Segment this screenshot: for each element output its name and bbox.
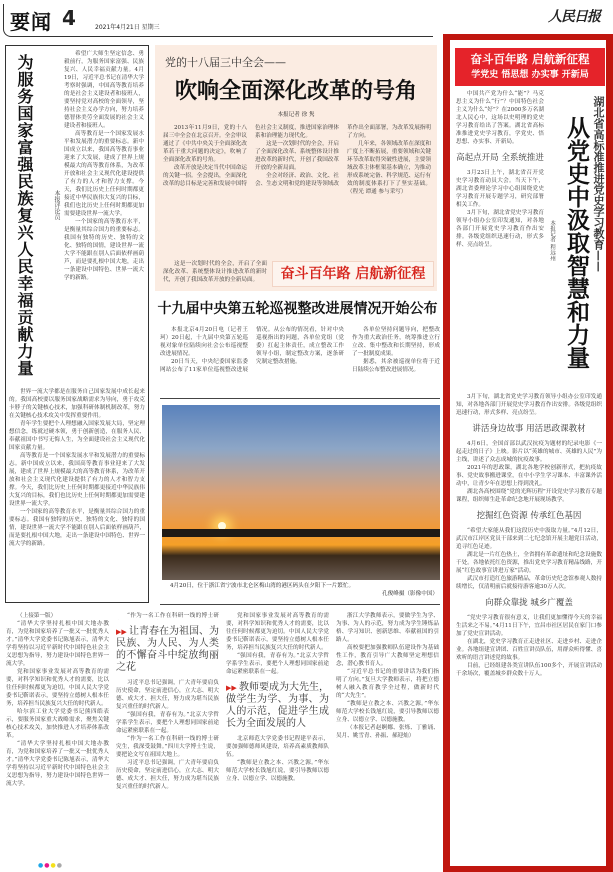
- paragraph: “清华大学坚持扎根中国大地办教育，为党和国家培养了一批又一批优秀人才。”清华大学党委书记陈旭表示，清华大学将坚持以习近平新时代中国特色社会主义思想为指导，努力建设中国特色世界一流大学。: [6, 621, 109, 667]
- paragraph: “作为一名工作在科研一线的博士研究生，我深受鼓舞。”四川大学博士生说，要把论文写在祖国大地上。: [116, 736, 219, 758]
- hubei-campaign-banner: [455, 48, 605, 86]
- paragraph: 一个国家的高等教育水平，是衡量其综合国力的重要标志。我国有独特的历史、独特的文化、独特的国情，建设世界一流大学不能跟在别人后面依样画葫芦，而是要扎根中国大地，走出一条建设中国特色、世界一流大学的新路。: [64, 219, 144, 281]
- reform-byline: 本报记者 徐 隽: [277, 112, 315, 118]
- campaign-banner: 奋斗百年路 启航新征程: [272, 261, 434, 287]
- color-registration-marks: ●●●●: [38, 862, 63, 869]
- newspaper-logo: 人民日报: [548, 9, 600, 25]
- paragraph: 2013年11月9日，党的十八届三中全会在北京召开。全会审议通过了《中共中央关于全面深化改革若干重大问题的决定》，吹响了全面深化改革的号角。: [163, 125, 247, 163]
- sunset-port-photo: [162, 405, 440, 580]
- paragraph: 3月23日上午，湖北省召开党史学习教育动员大会。当天下午，湖北省委理论学习中心组围绕党史学习教育开展专题学习，研究部署相关工作。: [456, 170, 544, 208]
- education-col-3: [226, 612, 329, 867]
- subheading: 挖掘红色资源 传承红色基因: [476, 511, 582, 521]
- paragraph: 党和国家事业发展对高等教育的需要，对科学知识和优秀人才的需要，比以往任何时候都更为迫切。中国人民大学党委书记靳诺表示，要坚持立德树人根本任务，培养担当民族复兴大任的时代新人。: [6, 669, 109, 707]
- paragraph: 3月下旬，湖北省党史学习教育领导小组办公室印发通知，对各地各部门开展党史学习教育作出安排。各级党组织迅速行动，形式多样、亮点纷呈。: [456, 210, 544, 248]
- photo-credit: 孔俊峰摄（影像中国）: [382, 591, 438, 597]
- paragraph: “强国有我，青春有为。”北京大学哲学系学生表示，要把个人理想同国家前途命运紧密联系在一起。: [226, 653, 329, 675]
- paragraph: 这是一次划时代的全会，开启了全面深化改革、系统整体设计推进改革的新时代，开创了我国改革开放的全新局面。: [163, 261, 267, 283]
- paragraph: 世界一流大学都是在服务自己国家发展中成长起来的。我国高校要以服务国家战略需求为导向，勇于攻克卡脖子的关键核心技术，加强科研体制机制改革，努力在关键核心技术攻关中发挥重要作用。: [9, 389, 145, 419]
- paragraph: 在湖北，党史学习教育正走进社区、走进乡村、走进企业。各地组建宣讲团、百姓宣讲员队伍，用群众听得懂、喜欢听的语言讲述党的故事。: [456, 639, 602, 661]
- paragraph: 一个国家的高等教育水平，是衡量其综合国力的重要标志。我国有独特的历史、独特的文化、独特的国情，建设世界一流大学不能跟在别人后面依样画葫芦，而是要扎根中国大地，走出一条建设中国特色、世界一流大学的新路。: [9, 509, 145, 547]
- paragraph: 这是一次划时代的全会，开启了全面深化改革、系统整体设计推进改革的新时代，开创了我国改革开放的全新局面。: [255, 141, 339, 171]
- paragraph: “教师是立教之本、兴教之源。”华东师范大学校长钱旭红说，要引导教师以德立身、以德立学、以德施教。: [336, 701, 439, 723]
- hubei-body-top: [456, 90, 544, 390]
- commentary-title: 为服务国家富强民族复兴人民幸福贡献力量: [15, 54, 34, 377]
- reform-title: 吹响全面深化改革的号角: [174, 79, 417, 104]
- paragraph: 党和国家事业发展对高等教育的需要，对科学知识和优秀人才的需要，比以往任何时候都更为迫切。中国人民大学党委书记靳诺表示，要坚持立德树人根本任务，培养担当民族复兴大任的时代新人。: [226, 613, 329, 651]
- paragraph: 2021年的思政课，湖北各地学校创新形式，把抗疫故事、党史故事搬进课堂，在中小学生学习课本、丰富课外活动中，让青少年在思想上得到洗礼。: [456, 465, 602, 487]
- paragraph: “习近平总书记的重要讲话为我们指明了方向。”复旦大学教师表示，将把立德树人融入教育教学全过程，做新时代的“大先生”。: [336, 669, 439, 699]
- hubei-byline: 本报记者 程远州: [549, 220, 555, 261]
- paragraph: 高等教育是一个国家发展水平和发展潜力的重要标志。新中国成立以来，我国高等教育事业迎来了大发展，建成了世界上规模最大的高等教育体系，为改革开放和社会主义现代化建设提供了有力的人才和智力支撑。今天，我们比历史上任何时期都更接近中华民族伟大复兴的目标，我们也比历史上任何时期都更加需要建设世界一流大学。: [64, 131, 144, 217]
- paragraph: 习近平总书记强调，广大青年要肩负历史使命，坚定前进信心，立大志、明大德、成大才、担大任，努力成为堪当民族复兴重任的时代新人。: [116, 680, 219, 710]
- subheading-youth: [116, 626, 219, 674]
- paragraph: “希望大家能从我们这段历史中汲取力量。”4月12日，武汉市江岸区党员干部来到二七纪念馆开展主题党日活动，追寻红色足迹。: [456, 528, 602, 550]
- paragraph: 中国共产党为什么“能”？马克思主义为什么“行”？中国特色社会主义为什么“好”？在2000多万名湖北人民心中，这场以史明理的党史学习教育给出了答案。湖北省高标准推进党史学习教育，学党史、悟思想、办实事、开新局。: [456, 91, 544, 145]
- paragraph: 湖北各高校围绕“党的光辉历程”开设党史学习教育专题课程，组织师生赴革命纪念地开展现场教学。: [456, 489, 602, 503]
- reform-kicker: 党的十八届三中全会——: [165, 56, 286, 69]
- education-col-4: [336, 612, 439, 867]
- inspection-headline[interactable]: 十九届中央第五轮巡视整改进展情况开始公布: [157, 301, 438, 317]
- banner-line-1: 奋斗百年路 启航新征程: [470, 52, 590, 66]
- paragraph: “清华大学坚持扎根中国大地办教育，为党和国家培养了一批又一批优秀人才。”清华大学党委书记陈旭表示，清华大学将坚持以习近平新时代中国特色社会主义思想为指导，努力建设中国特色世界一流大学。: [6, 741, 109, 787]
- paragraph: 改革开放是决定当代中国命运的关键一招。全会提出，全面深化改革的总目标是完善和发展中国特色社会主义制度，推进国家治理体系和治理能力现代化。: [163, 125, 339, 187]
- reform-body-tail: [163, 260, 267, 288]
- photo-caption: [170, 582, 438, 598]
- paragraph: “强国有我，青春有为。”北京大学哲学系学生表示，要把个人理想同国家前途命运紧密联系在一起。: [116, 712, 219, 734]
- subheading: 讲活身边故事 用活思政课教材: [472, 424, 586, 434]
- paragraph: 哈尔滨工业大学党委书记熊四皓表示，要服务国家重大战略需求，聚焦关键核心技术攻关，加快推进人才培养体系改革。: [6, 709, 109, 739]
- paragraph: 青年学生要把个人理想融入国家发展大局，坚定理想信念，练就过硬本领，勇于创新创造，在服务人民、奉献祖国中书写无悔人生，为全面建设社会主义现代化国家贡献力量。: [9, 421, 145, 451]
- arrow-marker-icon: ▶▶: [226, 684, 239, 692]
- paragraph: 4月6日，全国首部以武汉抗疫为题材的纪录电影《一起走过的日子》上映。影片以“英雄的城市、英雄的人民”为主线，讲述了众志成城的抗疫故事。: [456, 441, 602, 463]
- education-col-1: [6, 612, 109, 867]
- issue-date: 2021年4月21日 星期三: [95, 24, 160, 31]
- continued-label: （上接第一版）: [17, 613, 57, 619]
- paragraph: 据悉，其余被巡视单位将于近日陆续公布整改进展情况。: [352, 359, 440, 373]
- divider: [160, 604, 440, 605]
- paragraph: “作为一名工作在科研一线的博士研: [127, 613, 219, 619]
- paragraph: “教师是立教之本、兴教之源。”华东师范大学校长钱旭红说，要引导教师以德立身、以德立学、以德施教。: [226, 760, 329, 782]
- paragraph: 几年来，各领域改革在深度和广度上不断拓展，重要领域和关键环节改革取得突破性进展，主要领域改革主体框架基本确立，为推动形成系统完备、科学规范、运行有效的制度体系打下了坚实基础。（程光 谭通 参与采写）: [347, 141, 431, 195]
- paragraph: 全会对经济、政治、文化、社会、生态文明和党的建设等领域改革作出全面部署，为改革发展指明了方向。: [255, 125, 431, 187]
- paragraph: 武汉市打造红色旅游精品，革命历史纪念馆参观人数持续增长，仅清明前后就接待游客逾30万人次。: [456, 576, 602, 590]
- hubei-subtitle: 湖北省高标准推进党史学习教育——: [592, 96, 605, 272]
- commentary-body-top: [64, 50, 144, 384]
- subheading: 向群众靠拢 城乡广覆盖: [485, 598, 573, 608]
- hubei-title: 从党史中汲取智慧和力量: [563, 116, 589, 369]
- inspection-body: [160, 326, 440, 394]
- caption-text: 4月20日，位于浙江省宁波市北仑区梅山湾的港区码头在夕阳下一片繁忙。: [170, 583, 355, 589]
- paragraph: 湖北是一片红色热土，全省拥有革命遗址和纪念设施数千处。各地依托红色资源，推出党史学习教育精品线路，开展“红色故事宣讲进万家”活动。: [456, 552, 602, 574]
- banner-line-2: 学党史 悟思想 办实事 开新局: [471, 70, 589, 80]
- paragraph: 各单位坚持问题导向，把整改作为重大政治任务，统筹推进立行立改、集中整改和长期坚持，形成了一批制度成果。: [352, 327, 440, 357]
- commentary-author: 本报评论员: [53, 190, 60, 220]
- paragraph: 希望广大师生坚定信念、勇毅前行，为服务国家富强、民族复兴、人民幸福贡献力量。4月19日，习近平总书记在清华大学考察时强调，中国高等教育培养的是社会主义建设者和接班人，要坚持党对高校的全面领导，坚持社会主义办学方向，努力培养德智体美劳全面发展的社会主义建设者和接班人。: [64, 51, 144, 129]
- education-col-2: [116, 612, 219, 867]
- subheading: 高起点开局 全系统推进: [456, 153, 544, 163]
- subheading-text: 教师要成为大先生，做学生为学、为事、为人的示范，促进学生成长为全面发展的人: [226, 682, 329, 729]
- section-name: 要闻: [10, 10, 52, 34]
- pier-silhouette: [162, 529, 440, 537]
- paragraph: 20日当天，中央纪委国家监委网站公布了11家单位巡视整改进展情况。从公布的情况看，针对中央巡视指出的问题，各单位党组（党委）扛起主体责任，成立整改工作领导小组，制定整改方案，逐条研究制定整改措施。: [160, 327, 344, 373]
- paragraph: 习近平总书记强调，广大青年要肩负历史使命，坚定前进信心，立大志、明大德、成大才、担大任，努力成为堪当民族复兴重任的时代新人。: [116, 760, 219, 790]
- paragraph: “党史学习教育很有意义，让我们更加懂得今天的幸福生活来之不易。”4月11日下午，宜昌市社区居民在家门口参加了党史宣讲活动。: [456, 615, 602, 637]
- arrow-marker-icon: ▶▶: [116, 628, 129, 636]
- paragraph: 北京师范大学党委书记程建平表示，要加强师德师风建设，培养高素质教师队伍。: [226, 736, 329, 758]
- page-number: 4: [62, 6, 76, 30]
- subheading-teachers: [226, 682, 329, 730]
- paragraph: 浙江大学教师表示，要做学生为学、为事、为人的示范，努力成为学生锤炼品格、学习知识、创新思维、奉献祖国的引路人。: [336, 613, 439, 643]
- reform-body: [163, 124, 431, 258]
- paragraph: 高校要把加强教师队伍建设作为基础性工作，教育引导广大教师坚定理想信念，潜心教书育人。: [336, 645, 439, 667]
- paragraph: （本报记者赵婀娜、张烁、丁雅诵、吴月、姚雪青、孙振、郝迎灿）: [336, 725, 439, 739]
- divider: [160, 398, 440, 399]
- commentary-body-bottom: [9, 388, 145, 598]
- subheading-text: 让青春在为祖国、为民族、为人民、为人类的不懈奋斗中绽放绚丽之花: [116, 626, 219, 673]
- paragraph: 本报北京4月20日电（记者王珂）20日起，十九届中央第五轮巡视对象单位陆续向社会公布巡视整改进展情况。: [160, 327, 248, 357]
- paragraph: 目前，已经组建各类宣讲队伍100多个，开展宣讲活动千余场次，覆盖城乡群众数十万人。: [456, 663, 602, 677]
- hubei-body-bottom: [456, 393, 602, 863]
- paragraph: 3月下旬，湖北省党史学习教育领导小组办公室印发通知，对各地各部门开展党史学习教育作出安排。各级党组织迅速行动，形式多样、亮点纷呈。: [456, 394, 602, 416]
- paragraph: 高等教育是一个国家发展水平和发展潜力的重要标志。新中国成立以来，我国高等教育事业迎来了大发展，建成了世界上规模最大的高等教育体系，为改革开放和社会主义现代化建设提供了有力的人才和智力支撑。今天，我们比历史上任何时期都更接近中华民族伟大复兴的目标，我们也比历史上任何时期都更加需要建设世界一流大学。: [9, 453, 145, 507]
